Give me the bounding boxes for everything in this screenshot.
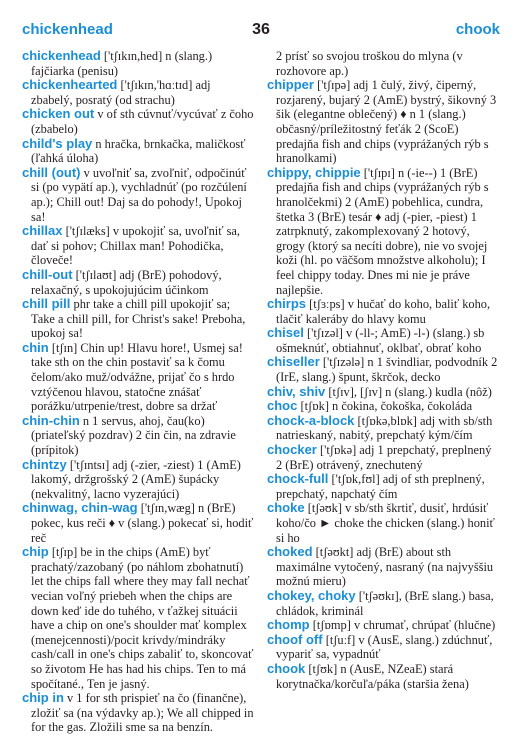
entry-definition: [tʃʊk] n (AusE, NZeaE) stará korytnačka/korčuľa/páka (staršia žena): [276, 661, 469, 691]
dictionary-entry: [267, 618, 500, 633]
dictionary-entry: [267, 399, 500, 414]
dictionary-entry: [22, 224, 255, 268]
guide-word-left: chickenhead: [22, 21, 113, 38]
dictionary-entry: [22, 268, 255, 297]
entry-headword: chirps: [267, 296, 307, 312]
dictionary-entry: [267, 633, 500, 662]
dictionary-entry: [267, 385, 500, 400]
entry-headword: chip in: [22, 690, 64, 706]
entry-definition: n hračka, brnkačka, maličkosť (ľahká úloha): [31, 136, 246, 166]
dictionary-entry: [267, 545, 500, 589]
dictionary-entry: [22, 501, 255, 545]
entry-definition: ['tʃɪkɪn,'hɑːtɪd] adj zbabelý, posratý (od strachu): [31, 78, 211, 107]
entry-definition: ['tʃɒk,fʊl] adj of sth preplnený, prepchatý, napchatý čím: [276, 472, 485, 501]
entry-definition: [tʃɜːps] v hučať do koho, baliť koho, tlačiť kaleráby do hlavy komu: [276, 297, 491, 326]
dictionary-entry: [267, 326, 500, 355]
entry-headword: choke: [267, 500, 305, 516]
dictionary-entry: [267, 501, 500, 545]
entry-definition: v 1 for sth prispieť na čo (finančne), zložiť sa (na výdavky ap.); We all chipped in for the gas. Zložili sme sa na benzín.: [31, 691, 254, 735]
entry-definition: [tʃɒkə,blɒk] adj with sb/sth natrieskaný, nabitý, prepchatý kým/čím: [276, 413, 493, 443]
entry-headword: choof off: [267, 631, 323, 647]
entry-definition: ['tʃɒkə] adj 1 prepchatý, preplnený 2 (BrE) otrávený, znechutený: [276, 443, 492, 472]
guide-word-right: chook: [455, 21, 500, 38]
dictionary-entry: [267, 589, 500, 618]
entry-definition: [tʃəʊkt] adj (BrE) about sth maximálne vytočený, nasraný (na najvyššiu možnú mieru): [276, 545, 494, 589]
entry-definition: [tʃɪn] Chin up! Hlavu hore!, Usmej sa! take sth on the chin postaviť sa k čomu čelom/ako muž/odvážne, prijať čo s hrdo vztýčenou hlavou, statočne znášať porážku/utrpenie/trest, dobre sa držať: [31, 340, 243, 414]
entry-headword: chill pill: [22, 296, 71, 312]
entry-headword: chippy, chippie: [267, 164, 361, 180]
entry-headword: chicken out: [22, 106, 95, 122]
left-column: [22, 49, 255, 735]
dictionary-entry: [22, 137, 255, 166]
entry-headword: choc: [267, 398, 298, 414]
dictionary-entry: [267, 414, 500, 443]
dictionary-entry: [267, 297, 500, 326]
entry-definition: v of sth cúvnuť/vycúvať z čoho (zbabelo): [31, 107, 254, 136]
entry-definition: ['tʃɪn,wæg] n (BrE) pokec, kus reči ♦ v (slang.) pokecať si, hodiť reč: [31, 501, 254, 545]
dictionary-entry: [22, 107, 255, 136]
entry-definition: ['tʃɪpə] adj 1 čulý, živý, čiperný, rozjarený, bujarý 2 (AmE) bystrý, šikovný 3 šik (elegantne oblečený) ♦ n 1 (slang.) občasný/príležitostný feťák 2 (ScoE) predajňa fish and chips (vyprážaných rýb s hranolkami): [276, 78, 497, 166]
entry-headword: chipper: [267, 77, 314, 93]
entry-definition: ['tʃɪpɪ] n (-ie--) 1 (BrE) predajňa fish and chips (vyprážaných rýb s hranolčekmi) 2 (AmE) pobehlica, cundra, štetka 3 (BrE) tesár ♦ adj (-pier, -piest) 1 zatrpknutý, zakomplexovaný 2 hotový, grogy (ktorý sa necíti dobre), nie vo svojej koži (hl. po väčšom množstve alkoholu); I feel chippy today. Dnes mi nie je práve najlepšie.: [276, 165, 489, 297]
entry-definition: n 1 servus, ahoj, čau(ko) (priateľský pozdrav) 2 čin čin, na zdravie (prípitok): [31, 413, 236, 458]
entry-headword: choked: [267, 544, 313, 560]
entry-definition: [tʃɒmp] v chrumať, chrúpať (hlučne): [312, 618, 496, 633]
dictionary-entry: [267, 49, 500, 78]
entry-headword: chook: [267, 660, 306, 676]
entry-headword: chill (out): [22, 164, 81, 180]
dictionary-entry: [267, 166, 500, 297]
entry-definition: ['tʃɪkɪn,hed] n (slang.) fajčiarka (penisu): [31, 49, 213, 78]
entry-headword: chickenhead: [22, 48, 101, 63]
entry-definition: [tʃəʊk] v sb/sth škrtiť, dusiť, hrdúsiť koho/čo ► choke the chicken (slang.) honiť si ho: [276, 501, 495, 545]
dictionary-entry: [22, 414, 255, 458]
entry-definition: ['tʃəʊkɪ], (BrE slang.) basa, chládok, kriminál: [276, 588, 494, 618]
entry-definition: ['tʃɪzəl] v (-ll-; AmE) -l-) (slang.) sb ošmeknúť, obtiahnuť, oklbať, obrať koho: [276, 326, 485, 355]
entry-headword: chinwag, chin-wag: [22, 500, 138, 516]
entry-headword: child's play: [22, 135, 93, 151]
right-column: [267, 49, 500, 735]
entry-headword: chiv, shiv: [267, 383, 326, 399]
entry-definition: [tʃuːf] v (AusE, slang.) zdúchnuť, vypariť sa, vypadnúť: [276, 632, 493, 662]
entry-headword: chin-chin: [22, 412, 80, 428]
dictionary-entry: [22, 458, 255, 502]
entry-definition: 2 prísť so svojou troškou do mlyna (v rozhovore ap.): [276, 49, 463, 78]
entry-headword: chock-full: [267, 471, 329, 487]
dictionary-entry: [22, 49, 255, 78]
entry-definition: v uvoľniť sa, zvoľniť, odpočinúť si (po vypätí ap.), vychladnúť (po rozčúlení ap.); Chill out! Daj sa do pohody!, Upokoj sa!: [31, 165, 247, 224]
entry-headword: chillax: [22, 223, 63, 239]
dictionary-entry: [267, 662, 500, 691]
dictionary-entry: [22, 545, 255, 691]
dictionary-entry: [22, 691, 255, 735]
entry-headword: chomp: [267, 617, 310, 633]
entry-headword: chickenhearted: [22, 77, 118, 93]
dictionary-entry: [22, 341, 255, 414]
columns: [22, 49, 500, 735]
dictionary-entry: [22, 78, 255, 107]
entry-definition: ['tʃɪzələ] n 1 švindliar, podvodník 2 (IrE, slang.) špunt, škrčok, decko: [276, 355, 498, 385]
entry-headword: chokey, choky: [267, 587, 356, 603]
dictionary-entry: [267, 472, 500, 501]
entry-headword: chintzy: [22, 456, 67, 472]
page-number: 36: [252, 21, 270, 38]
entry-definition: [tʃɪp] be in the chips (AmE) byť prachatý/zazobaný (po náhlom zbohatnutí) let the chips fall where they may fall nechať vecian voľný priebeh when the chips are down keď ide do tuhého, v ťažkej situácii have a chip on one's shoulder mať komplex (menejcennosti)/pocit krivdy/mindráky cash/call in one's chips zabaliť to, skoncovať so životom He has had his chips. Ten to má spočítané., Ten je jasný.: [31, 545, 254, 691]
dictionary-entry: [267, 355, 500, 384]
entry-definition: ['tʃɪntsɪ] adj (-zier, -ziest) 1 (AmE) lakomý, držgrošský 2 (AmE) šupácky (nekvalitný, lacno vyzerajúci): [31, 457, 241, 501]
entry-headword: chocker: [267, 442, 317, 458]
entry-headword: chip: [22, 544, 49, 560]
entry-definition: ['tʃɪlæks] v upokojiť sa, uvoľniť sa, dať si pohov; Chillax man! Pohodička, človeče!: [31, 224, 241, 268]
dictionary-entry: [22, 297, 255, 341]
dictionary-entry: [267, 78, 500, 166]
page-header: [22, 21, 500, 43]
dictionary-entry: [22, 166, 255, 224]
entry-headword: chisel: [267, 325, 304, 341]
entry-definition: ['tʃɪlaʊt] adj (BrE) pohodový, relaxačný, s upokojujúcim účinkom: [31, 267, 222, 297]
entry-definition: [tʃɪv], [ʃɪv] n (slang.) kudla (nôž): [328, 384, 492, 399]
entry-headword: chin: [22, 339, 49, 355]
entry-headword: chock-a-block: [267, 412, 355, 428]
entry-headword: chill-out: [22, 266, 73, 282]
dictionary-entry: [267, 443, 500, 472]
entry-headword: chiseller: [267, 354, 320, 370]
entry-definition: [tʃɒk] n čokina, čokoška, čokoláda: [300, 399, 473, 414]
entry-definition: phr take a chill pill upokojiť sa; Take a chill pill, for Christ's sake! Preboha, upokoj sa!: [31, 297, 246, 341]
